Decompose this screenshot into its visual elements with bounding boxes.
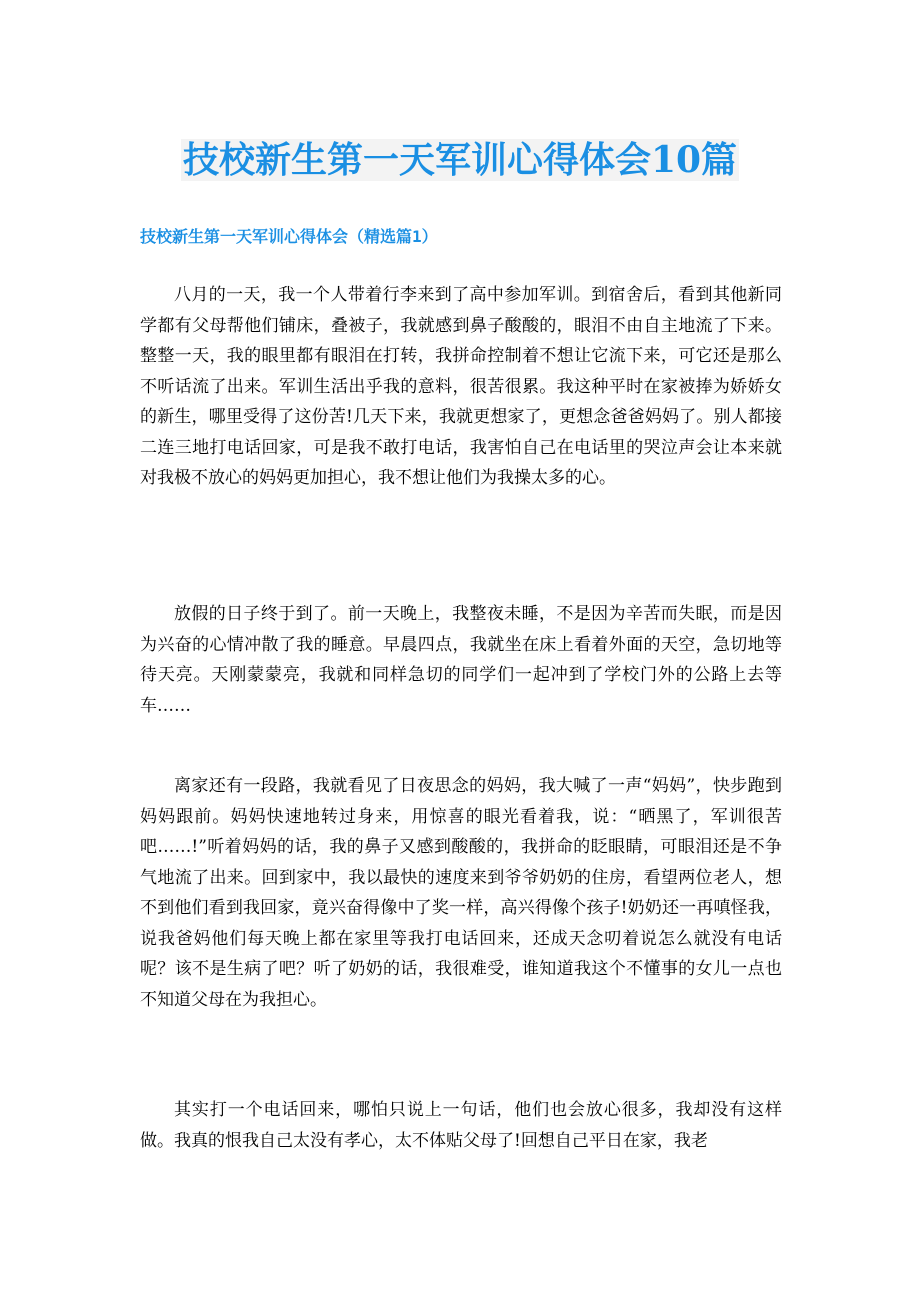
- document-title: [0, 131, 920, 189]
- body-paragraph-3: 离家还有一段路，我就看见了日夜思念的妈妈，我大喊了一声“妈妈”，快步跑到妈妈跟前。妈妈快速地转过身来，用惊喜的眼光看着我，说：“晒黑了，军训很苦吧……!”听着妈妈的话，我的鼻子又感到酸酸的，我拼命的眨眼睛，可眼泪还是不争气地流了出来。回到家中，我以最快的速度来到爷爷奶奶的住房，看望两位老人，想不到他们看到我回家，竟兴奋得像中了奖一样，高兴得像个孩子!奶奶还一再嗔怪我，说我爸妈他们每天晚上都在家里等我打电话回来，还成天念叨着说怎么就没有电话呢？该不是生病了吧？听了奶奶的话，我很难受，谁知道我这个不懂事的女儿一点也不知道父母在为我担心。: [140, 776, 782, 1010]
- body-paragraph-1: 八月的一天，我一个人带着行李来到了高中参加军训。到宿舍后，看到其他新同学都有父母帮他们铺床，叠被子，我就感到鼻子酸酸的，眼泪不由自主地流了下来。整整一天，我的眼里都有眼泪在打转，我拼命控制着不想让它流下来，可它还是那么不听话流了出来。军训生活出乎我的意料，很苦很累。我这种平时在家被捧为娇娇女的新生，哪里受得了这份苦!几天下来，我就更想家了，更想念爸爸妈妈了。别人都接二连三地打电话回家，可是我不敢打电话，我害怕自己在电话里的哭泣声会让本来就对我极不放心的妈妈更加担心，我不想让他们为我操太多的心。: [140, 285, 782, 488]
- body-paragraph-2: 放假的日子终于到了。前一天晚上，我整夜未睡，不是因为辛苦而失眠，而是因为兴奋的心情冲散了我的睡意。早晨四点，我就坐在床上看着外面的天空，急切地等待天亮。天刚蒙蒙亮，我就和同样急切的同学们一起冲到了学校门外的公路上去等车……: [140, 604, 782, 716]
- section-heading: 技校新生第一天军训心得体会（精选篇1）: [140, 227, 438, 246]
- body-paragraph-4: 其实打一个电话回来，哪怕只说上一句话，他们也会放心很多，我却没有这样做。我真的恨我自己太没有孝心，太不体贴父母了!回想自己平日在家，我老: [140, 1100, 782, 1151]
- document-title-text: 技校新生第一天军训心得体会10篇: [182, 139, 738, 181]
